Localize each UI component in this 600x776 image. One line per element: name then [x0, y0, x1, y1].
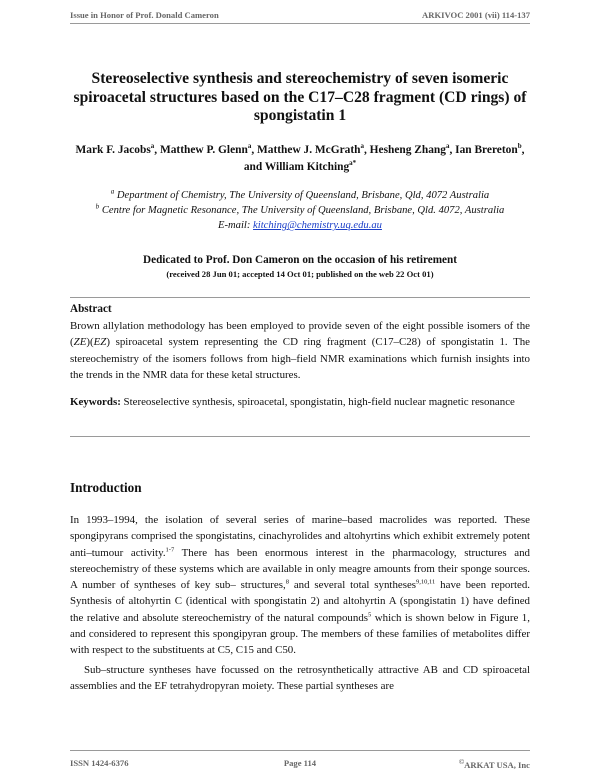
abstract-text: Brown allylation methodology has been employed to provide seven of the eight possible isomers of the (ZE)(EZ) spiroacetal system representing the CD ring fragment (C17–C28) of spongistatin 1. The stereochemistry of the isomers follows from high–field NMR examinations which furnish insights into the trends in the NMR data for these ketal structures.: [70, 320, 530, 381]
email-link[interactable]: kitching@chemistry.uq.edu.au: [253, 220, 382, 231]
received-dates: (received 28 Jun 01; accepted 14 Oct 01; published on the web 22 Oct 01): [166, 269, 434, 279]
article-title: Stereoselective synthesis and stereochemistry of seven isomeric spiroacetal structures based on the C17–C28 fragment (CD rings) of spongistatin 1: [73, 70, 527, 124]
author: Matthew J. McGrath$^a$,: [257, 142, 370, 156]
intro-paragraph-1: In 1993–1994, the isolation of several series of marine–based macrolides was reported. These spongipyrans comprised the spongistatins, cinachyrolides and altohyrtins which exhibit extremely potent anti–tumour activity.$^{1-7}$ There has been enormous interest in the pharmacology, structures and stereochemistry of these systems which are available in only meagre amounts from their sponge sources. A number of syntheses of key sub– structures,$^8$ and several total syntheses$^{9,10,11}$ have been reported. Synthesis of altohyrtin C (identical with spongistatin 2) and altohyrtin A (spongistatin 1) have defined the relative and absolute stereochemistry of the natural compounds$^5$ which is shown below in Figure 1, and considered to represent this spongipyran group. The members of these families of metabolites differ with respect to the substituents at C5, C15 and C50.: [70, 514, 530, 657]
introduction-heading: Introduction: [70, 480, 142, 495]
keywords-text: Stereoselective synthesis, spiroacetal, spongistatin, high-field nuclear magnetic resonance: [120, 396, 515, 408]
intro-paragraph-2: Sub–structure syntheses have focussed on the retrosynthetically attractive AB and CD spiroacetal assemblies and the EF tetrahydropyran moiety. These partial syntheses are: [70, 663, 530, 692]
copyright-symbol: ©: [458, 758, 465, 766]
abstract-heading: Abstract: [70, 303, 112, 315]
footer-page-number: Page 114: [283, 758, 317, 768]
keywords: [70, 394, 530, 410]
author-list: [70, 142, 530, 176]
author: Ian Brereton$^b$, and: [243, 142, 525, 173]
citation-ref[interactable]: 5: [368, 611, 372, 619]
author: Hesheng Zhang$^a$,: [369, 142, 456, 156]
keywords-label: Keywords:: [70, 396, 121, 408]
footer-rule: [70, 750, 530, 751]
citation-ref[interactable]: 1-7: [165, 545, 175, 553]
citation-ref[interactable]: 9,10,11: [416, 578, 436, 586]
author: William Kitching$^{a*}$: [264, 159, 357, 173]
author: Matthew P. Glenn$^a$,: [159, 142, 258, 156]
introduction-body: [70, 512, 530, 694]
header-rule: [70, 23, 530, 24]
abstract-bottom-rule: [70, 436, 530, 437]
affiliation-a: $^a$ Department of Chemistry, The University of Queensland, Brisbane, Qld, 4072 Australia: [110, 187, 490, 201]
dedication-block: [70, 252, 530, 281]
header-citation: ARKIVOC 2001 (vii) 114-137: [422, 10, 530, 20]
footer-publisher: ©ARKAT USA, Inc: [458, 758, 530, 770]
affiliation-b: $^b$ Centre for Magnetic Resonance, The University of Queensland, Brisbane, Qld. 4072, Australia: [95, 202, 505, 216]
citation-ref[interactable]: 8: [285, 578, 289, 586]
author: Mark F. Jacobs$^a$,: [75, 142, 160, 156]
dedication: Dedicated to Prof. Don Cameron on the occasion of his retirement: [143, 254, 457, 266]
footer-issn: ISSN 1424-6376: [70, 758, 129, 768]
abstract-top-rule: [70, 297, 530, 298]
email-line: E-mail: kitching@chemistry.uq.edu.au: [218, 220, 382, 231]
header-journal-issue: Issue in Honor of Prof. Donald Cameron: [70, 10, 219, 20]
affiliations: [70, 188, 530, 233]
